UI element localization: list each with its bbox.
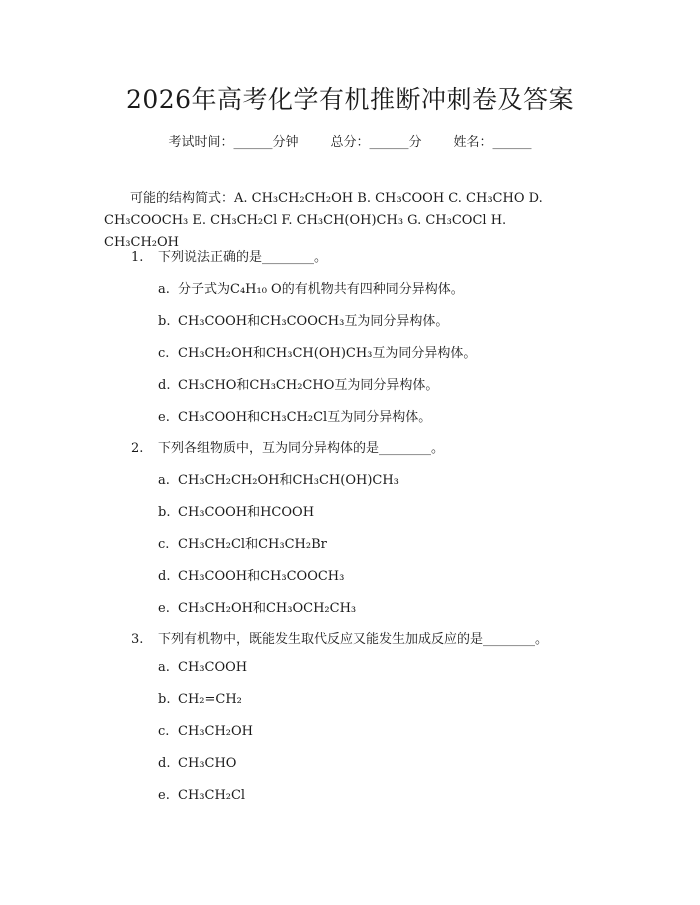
option-letter: c. bbox=[158, 537, 170, 552]
option-text: CH₃CH₂OH bbox=[178, 724, 253, 739]
question-2-option-e bbox=[158, 597, 356, 616]
question-stem: 下列各组物质中，互为同分异构体的是________。 bbox=[158, 441, 445, 456]
question-2-option-b bbox=[158, 501, 314, 520]
total-score-field: 总分：______分 bbox=[330, 135, 422, 150]
option-letter: a. bbox=[158, 282, 170, 297]
exam-header-info bbox=[0, 131, 700, 150]
question-1-option-e bbox=[158, 406, 431, 425]
option-text: CH₃COOH和CH₃COOCH₃互为同分异构体。 bbox=[178, 314, 449, 329]
question-3 bbox=[131, 628, 548, 647]
option-letter: c. bbox=[158, 346, 170, 361]
exam-time-field: 考试时间：______分钟 bbox=[168, 135, 299, 150]
option-text: CH₃COOH和CH₃CH₂Cl互为同分异构体。 bbox=[178, 410, 432, 425]
option-letter: e. bbox=[158, 601, 170, 616]
question-2-option-a bbox=[158, 469, 399, 488]
option-letter: d. bbox=[158, 569, 171, 584]
question-number: 1. bbox=[131, 250, 144, 265]
question-number: 3. bbox=[131, 632, 144, 647]
option-letter: d. bbox=[158, 756, 171, 771]
student-name-field: 姓名：______ bbox=[453, 135, 532, 150]
option-letter: b. bbox=[158, 692, 171, 707]
option-letter: d. bbox=[158, 378, 171, 393]
option-letter: e. bbox=[158, 788, 170, 803]
option-text: CH₃CH₂CH₂OH和CH₃CH(OH)CH₃ bbox=[178, 473, 399, 488]
question-2 bbox=[131, 437, 444, 456]
option-text: CH₃CHO和CH₃CH₂CHO互为同分异构体。 bbox=[178, 378, 439, 393]
option-text: CH₂=CH₂ bbox=[178, 692, 242, 707]
question-2-option-c bbox=[158, 533, 327, 552]
question-3-option-a bbox=[158, 660, 247, 675]
question-stem: 下列有机物中，既能发生取代反应又能发生加成反应的是________。 bbox=[158, 632, 549, 647]
option-letter: b. bbox=[158, 314, 171, 329]
option-letter: a. bbox=[158, 473, 170, 488]
question-1-option-d bbox=[158, 374, 438, 393]
option-text: CH₃COOH bbox=[178, 660, 248, 675]
option-letter: c. bbox=[158, 724, 170, 739]
question-1-option-a bbox=[158, 278, 464, 297]
question-3-option-c bbox=[158, 724, 253, 739]
question-1 bbox=[131, 246, 327, 265]
option-text: CH₃CHO bbox=[178, 756, 237, 771]
option-letter: e. bbox=[158, 410, 170, 425]
option-text: CH₃CH₂Cl bbox=[178, 788, 246, 803]
question-1-option-c bbox=[158, 342, 476, 361]
option-text: 分子式为C₄H₁₀ O的有机物共有四种同分异构体。 bbox=[178, 282, 464, 297]
page-title: 2026年高考化学有机推断冲刺卷及答案 bbox=[125, 85, 575, 114]
question-3-option-b bbox=[158, 692, 242, 707]
option-text: CH₃CH₂OH和CH₃CH(OH)CH₃互为同分异构体。 bbox=[178, 346, 477, 361]
question-number: 2. bbox=[131, 441, 144, 456]
question-3-option-e bbox=[158, 788, 245, 803]
option-text: CH₃CH₂Cl和CH₃CH₂Br bbox=[178, 537, 327, 552]
option-letter: b. bbox=[158, 505, 171, 520]
question-1-option-b bbox=[158, 310, 448, 329]
option-letter: a. bbox=[158, 660, 170, 675]
option-text: CH₃COOH和CH₃COOCH₃ bbox=[178, 569, 345, 584]
question-2-option-d bbox=[158, 565, 344, 584]
question-3-option-d bbox=[158, 756, 236, 771]
question-stem: 下列说法正确的是________。 bbox=[158, 250, 328, 265]
option-text: CH₃CH₂OH和CH₃OCH₂CH₃ bbox=[178, 601, 357, 616]
option-text: CH₃COOH和HCOOH bbox=[178, 505, 315, 520]
structure-formulas-intro: 可能的结构简式：A. CH₃CH₂CH₂OH B. CH₃COOH C. CH₃CHO D. CH₃COOCH₃ E. CH₃CH₂Cl F. CH₃CH(OH)CH₃ G. CH₃COCl H. CH₃CH₂OH bbox=[104, 191, 543, 250]
